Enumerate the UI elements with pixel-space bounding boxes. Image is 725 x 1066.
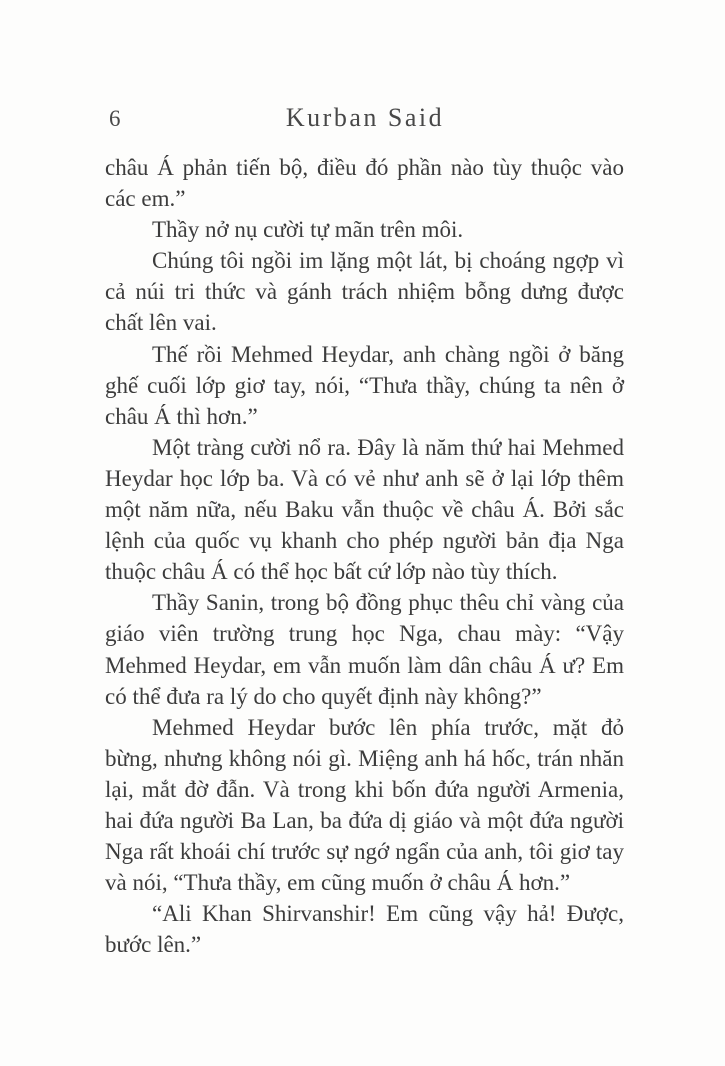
paragraph: Chúng tôi ngồi im lặng một lát, bị choáng ngợp vì cả núi tri thức và gánh trách nhiệm bỗng dưng được chất lên vai. [105,248,624,336]
body-text [105,152,624,960]
paragraph: Mehmed Heydar bước lên phía trước, mặt đỏ bừng, nhưng không nói gì. Miệng anh há hốc, trán nhăn lại, mắt đờ đẫn. Và trong khi bốn đứa người Armenia, hai đứa người Ba Lan, ba đứa dị giáo và một đứa người Nga rất khoái chí trước sự ngớ ngẩn của anh, tôi giơ tay và nói, “Thưa thầy, em cũng muốn ở châu Á hơn.” [105,714,624,896]
paragraph: Thầy Sanin, trong bộ đồng phục thêu chỉ vàng của giáo viên trường trung học Nga, chau mày: “Vậy Mehmed Heydar, em vẫn muốn làm dân châu Á ư? Em có thể đưa ra lý do cho quyết định này không?” [105,590,624,709]
paragraph: Một tràng cười nổ ra. Đây là năm thứ hai Mehmed Heydar học lớp ba. Và có vẻ như anh sẽ ở lại lớp thêm một năm nữa, nếu Baku vẫn thuộc về châu Á. Bởi sắc lệnh của quốc vụ khanh cho phép người bản địa Nga thuộc châu Á có thể học bất cứ lớp nào tùy thích. [105,434,624,585]
paragraph: Thế rồi Mehmed Heydar, anh chàng ngồi ở băng ghế cuối lớp giơ tay, nói, “Thưa thầy, chúng ta nên ở châu Á thì hơn.” [105,341,624,429]
page-header [105,103,625,135]
page-number: 6 [109,106,121,131]
paragraph: châu Á phản tiến bộ, điều đó phần nào tùy thuộc vào các em.” [105,155,624,212]
paragraph: “Ali Khan Shirvanshir! Em cũng vậy hả! Được, bước lên.” [105,901,624,958]
running-head-title: Kurban Said [285,103,445,132]
paragraph: Thầy nở nụ cười tự mãn trên môi. [152,217,464,243]
